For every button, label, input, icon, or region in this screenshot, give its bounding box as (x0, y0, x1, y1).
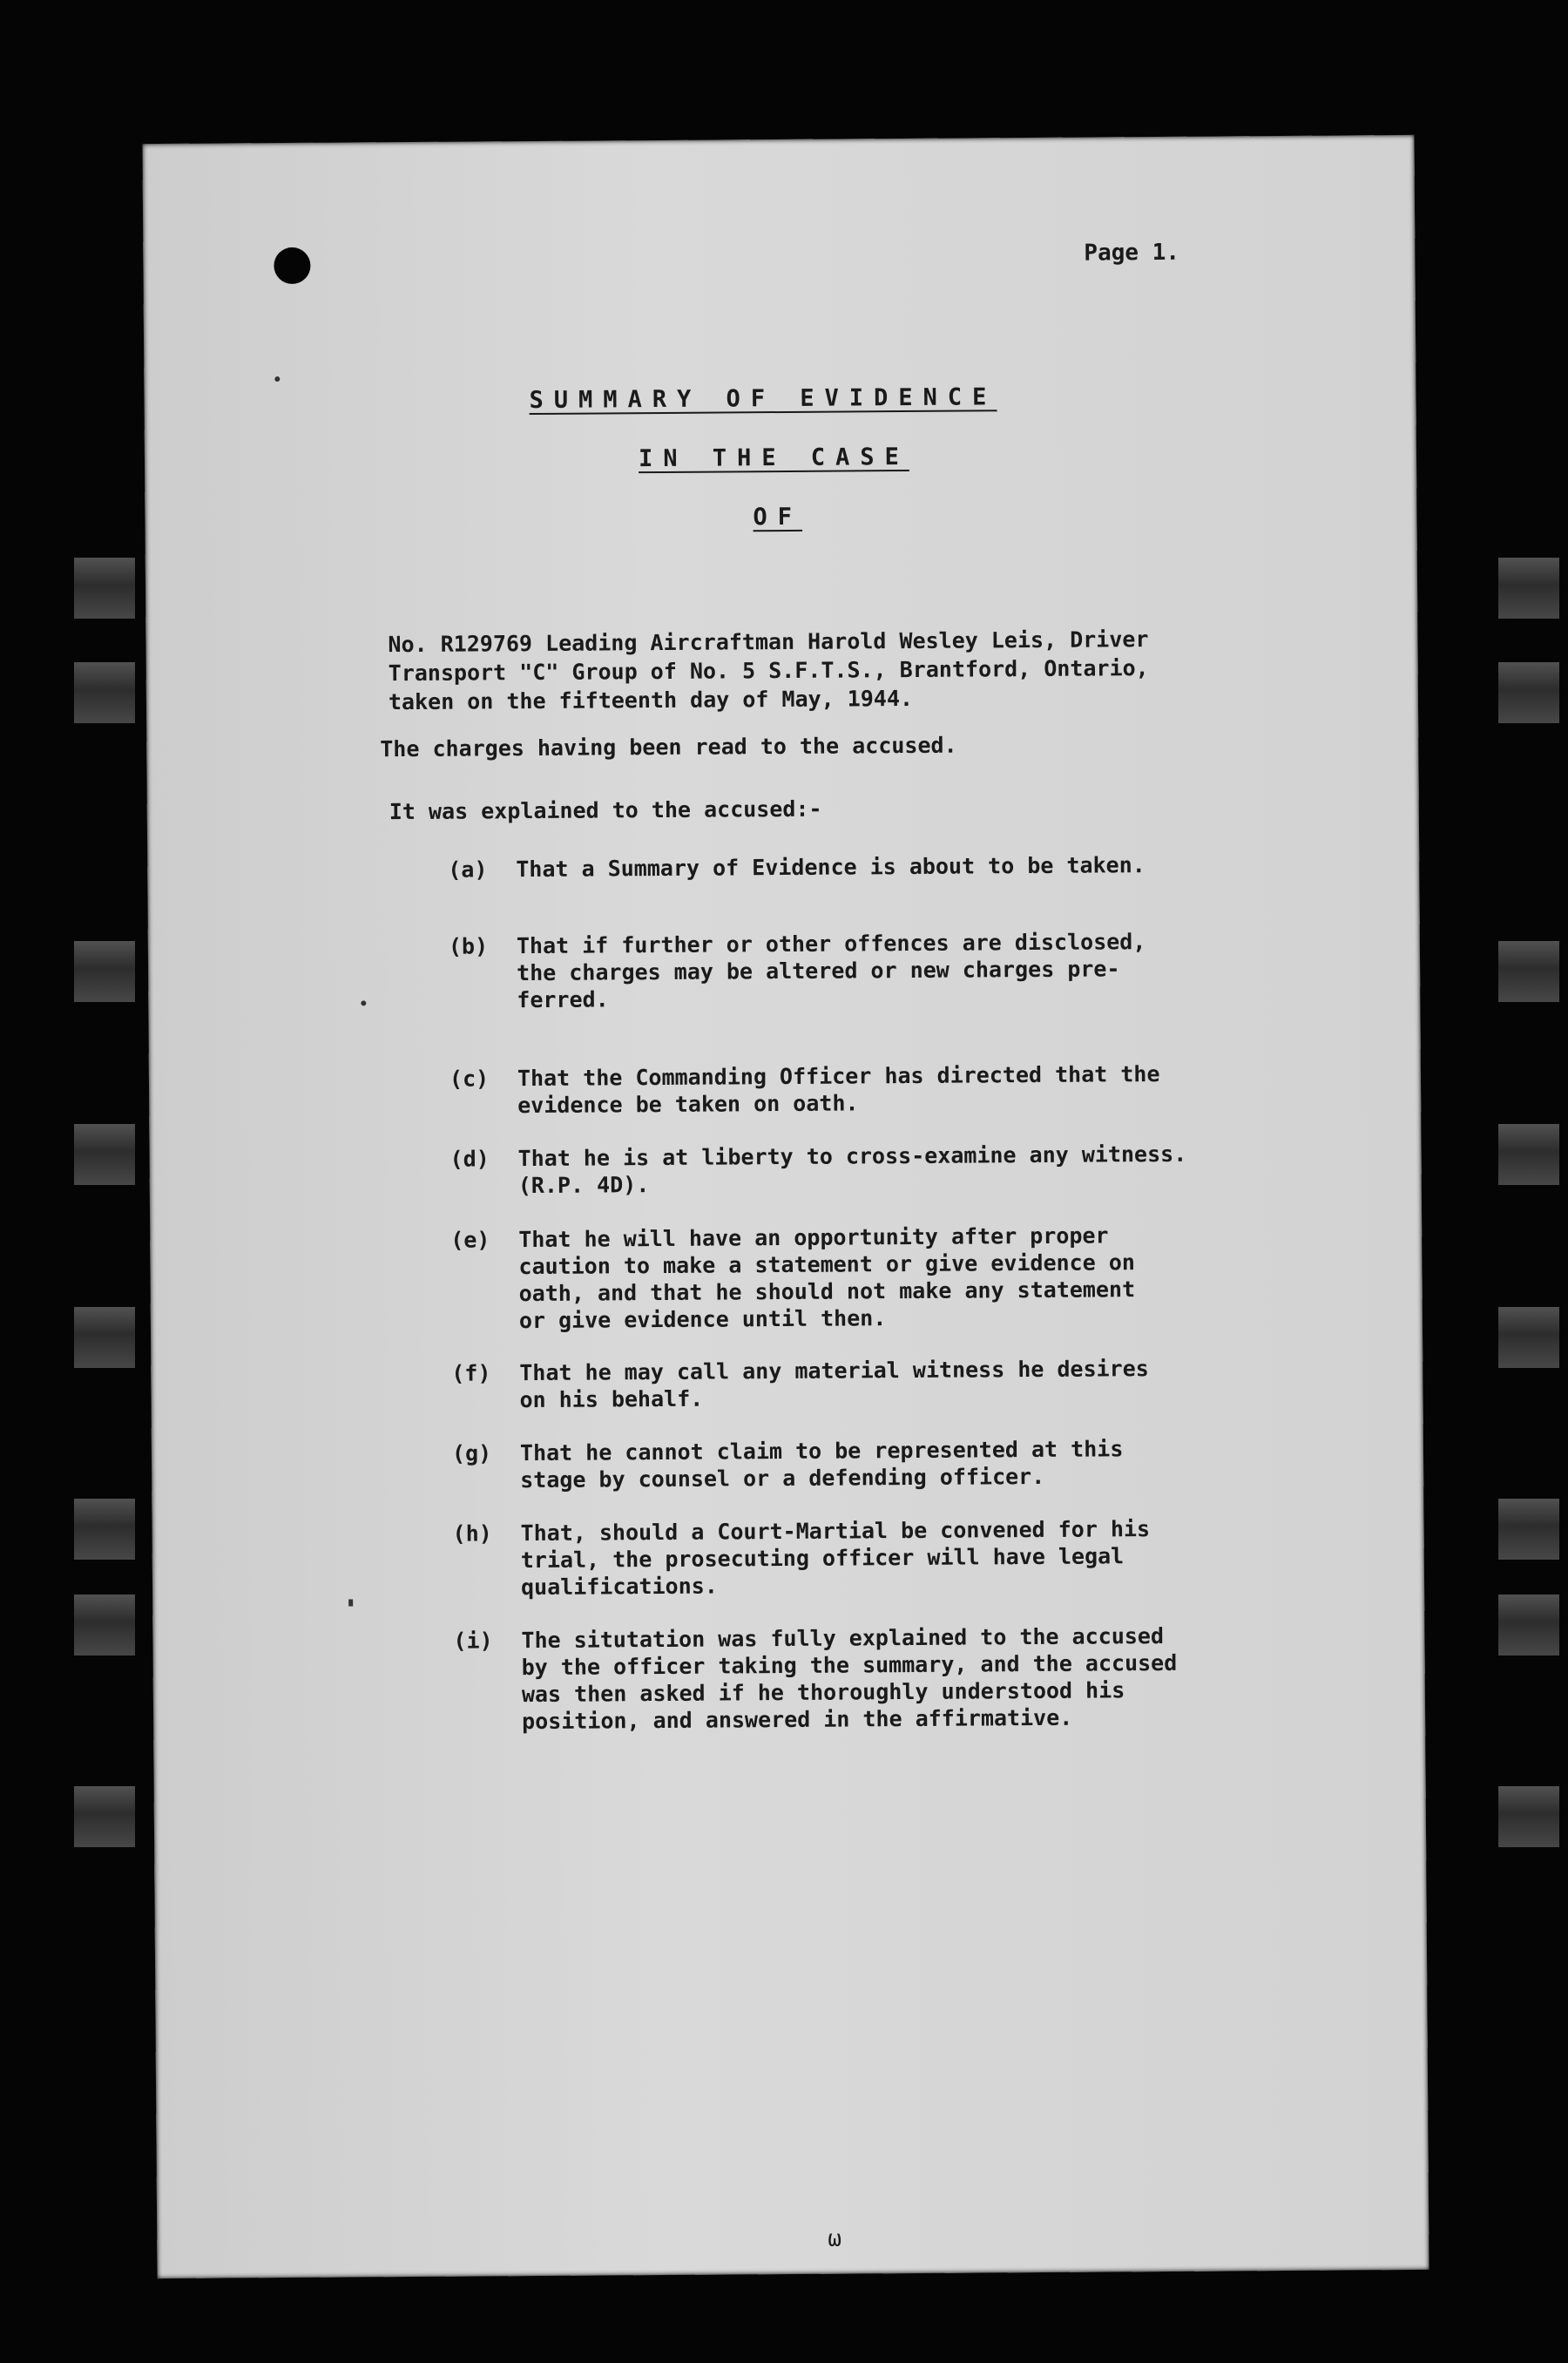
item-label: (e) (450, 1227, 490, 1253)
item-text: That, should a Court-Martial be convened for his trial, the prosecuting officer will have legal qualifications. (520, 1516, 1151, 1601)
sprocket-hole (1498, 662, 1559, 723)
item-text: That the Commanding Officer has directed that the evidence be taken on oath. (517, 1060, 1160, 1119)
list-item (451, 1433, 1410, 1493)
item-text: That a Summary of Evidence is about to be taken. (516, 852, 1146, 883)
sprocket-hole (74, 1595, 135, 1655)
item-text: The situtation was fully explained to the accused by the officer taking the summary, and the accused was then asked if he thoroughly understood his position, and answered in the affirmative. (521, 1622, 1178, 1735)
list-item (451, 1353, 1409, 1413)
page-number: Page 1. (1084, 239, 1180, 267)
sprocket-hole (74, 1124, 135, 1185)
item-label: (a) (448, 857, 488, 883)
item-text: That he will have an opportunity after proper caution to make a statement or give evidence on oath, and that he should not make any statement or give evidence until then. (518, 1222, 1136, 1334)
sprocket-hole (74, 1307, 135, 1368)
punch-hole (274, 247, 310, 284)
film-strip-left (74, 0, 135, 2363)
item-text: That if further or other offences are disclosed, the charges may be altered or new charges pre- ferred. (516, 929, 1146, 1013)
item-text: That he may call any material witness he desires on his behalf. (519, 1356, 1149, 1413)
sprocket-hole (74, 558, 135, 619)
title-line-2: IN THE CASE (638, 443, 909, 473)
title-line-1: SUMMARY OF EVIDENCE (529, 383, 997, 415)
speck (274, 376, 280, 382)
sprocket-hole (1498, 1124, 1559, 1185)
document-page (142, 135, 1429, 2278)
item-label: (h) (452, 1520, 492, 1547)
list-item (450, 1220, 1409, 1334)
explained-intro-line: It was explained to the accused:- (389, 796, 822, 825)
list-item (448, 850, 1406, 883)
item-label: (g) (451, 1440, 492, 1466)
speck (348, 1599, 353, 1606)
sprocket-hole (1498, 1307, 1559, 1368)
item-label: (i) (453, 1628, 493, 1654)
sprocket-hole (74, 1786, 135, 1847)
sprocket-hole (74, 1499, 135, 1560)
charges-read-line: The charges having been read to the accused. (380, 732, 957, 762)
sprocket-hole (1498, 1786, 1559, 1847)
item-label: (d) (449, 1146, 490, 1172)
item-label: (b) (448, 933, 489, 959)
sprocket-hole (74, 941, 135, 1002)
list-item (453, 1621, 1411, 1735)
handwritten-mark: ω (828, 2225, 842, 2252)
item-label: (c) (449, 1066, 490, 1092)
item-text: That he is at liberty to cross-examine any witness. (R.P. 4D). (517, 1141, 1187, 1199)
film-strip-right (1498, 0, 1559, 2363)
list-item (449, 1139, 1408, 1199)
list-item (448, 926, 1407, 1013)
intro-paragraph: No. R129769 Leading Aircraftman Harold Wesley Leis, Driver Transport "C" Group of No. 5 S.F.T.S., Brantford, Ontario, taken on the fifteenth day of May, 1944. (388, 626, 1149, 715)
sprocket-hole (1498, 941, 1559, 1002)
item-text: That he cannot claim to be represented at this stage by counsel or a defending officer. (519, 1436, 1124, 1493)
sprocket-hole (1498, 1499, 1559, 1560)
list-item (452, 1513, 1411, 1601)
sprocket-hole (74, 662, 135, 723)
sprocket-hole (1498, 558, 1559, 619)
list-item (449, 1059, 1408, 1119)
sprocket-hole (1498, 1595, 1559, 1655)
speck (361, 1000, 366, 1005)
item-label: (f) (451, 1360, 491, 1386)
title-line-3: OF (753, 503, 803, 532)
